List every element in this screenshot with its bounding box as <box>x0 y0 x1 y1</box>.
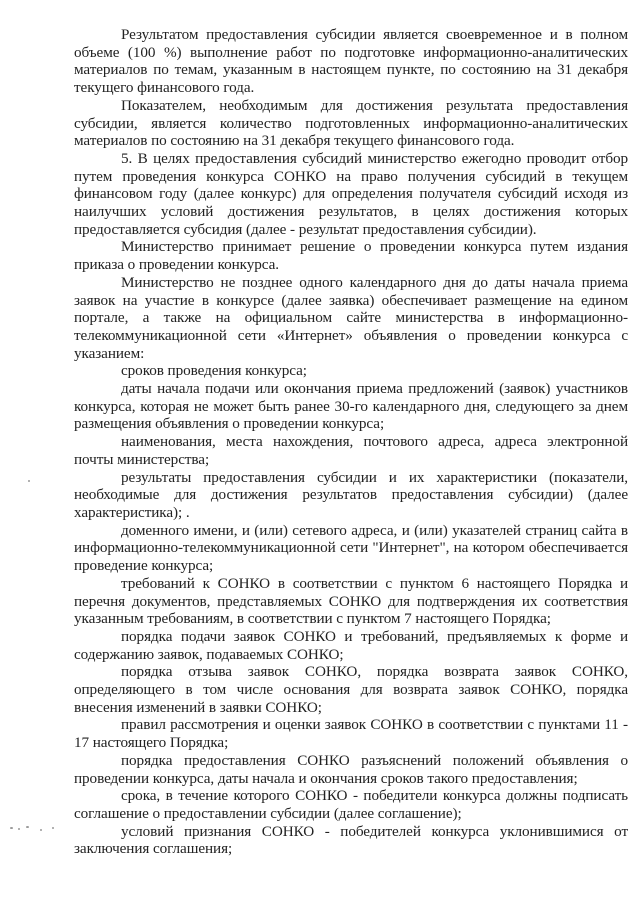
list-item: порядка отзыва заявок СОНКО, порядка возврата заявок СОНКО, определяющего в том числе основания для возврата заявок СОНКО, порядка внесения изменений в заявки СОНКО; <box>74 663 628 716</box>
scan-speck <box>40 829 42 831</box>
list-item: результаты предоставления субсидии и их характеристики (показатели, необходимые для достижения результатов предоставления субсидии) (далее характеристика); . <box>74 468 628 521</box>
scan-speck <box>10 827 13 829</box>
paragraph: Министерство принимает решение о проведении конкурса путем издания приказа о проведении конкурса. <box>74 238 628 274</box>
paragraph: 5. В целях предоставления субсидий министерство ежегодно проводит отбор путем проведения конкурса СОНКО на право получения субсидий в текущем финансовом году (далее конкурс) для определения получателя субсидий исходя из наилучших условий достижения результатов, в целях достижения которых предоставляется субсидия (далее - результат предоставления субсидии). <box>74 149 628 238</box>
paragraph: Показателем, необходимым для достижения результата предоставления субсидии, является количество подготовленных информационно-аналитических материалов по состоянию на 31 декабря текущего финансового года. <box>74 96 628 150</box>
list-item: срока, в течение которого СОНКО - победители конкурса должны подписать соглашение о предоставлении субсидии (далее соглашение); <box>74 787 628 822</box>
paragraph: Министерство не позднее одного календарного дня до даты начала приема заявок на участие в конкурсе (далее заявка) обеспечивает размещение на едином портале, а также на официальном сайте министерства в информационно-телекоммуникационной сети «Интернет» объявления о проведении конкурса с указанием: <box>74 273 628 362</box>
scan-speck <box>18 828 20 830</box>
document-body <box>74 26 628 858</box>
list-item: требований к СОНКО в соответствии с пунктом 6 настоящего Порядка и перечня документов, представляемых СОНКО для подтверждения их соответствия указанным требованиям, в соответствии с пунктом 7 настоящего Порядка; <box>74 574 628 628</box>
list-item: условий признания СОНКО - победителей конкурса уклонившимися от заключения соглашения; <box>74 822 628 858</box>
list-item: сроков проведения конкурса; <box>121 362 307 380</box>
list-item: доменного имени, и (или) сетевого адреса, и (или) указателей страниц сайта в информационно-телекоммуникационной сети "Интернет", на котором обеспечивается проведение конкурса; <box>74 521 628 575</box>
list-item: наименования, места нахождения, почтового адреса, адреса электронной почты министерства; <box>74 433 628 468</box>
list-item: порядка предоставления СОНКО разъяснений положений объявления о проведении конкурса, даты начала и окончания сроков такого предоставления; <box>74 751 628 787</box>
list-item: порядка подачи заявок СОНКО и требований, предъявляемых к форме и содержанию заявок, подаваемых СОНКО; <box>74 627 628 663</box>
scan-speck <box>26 826 29 828</box>
scan-speck <box>28 480 30 482</box>
paragraph: Результатом предоставления субсидии является своевременное и в полном объеме (100 %) выполнение работ по подготовке информационно-аналитических материалов по темам, указанным в настоящем пункте, по состоянию на 31 декабря текущего финансового года. <box>74 26 628 97</box>
list-item: правил рассмотрения и оценки заявок СОНКО в соответствии с пунктами 11 - 17 настоящего Порядка; <box>74 716 628 752</box>
list-item: даты начала подачи или окончания приема предложений (заявок) участников конкурса, которая не может быть ранее 30-го календарного дня, следующего за днем размещения объявления о проведении конкурса; <box>74 380 628 433</box>
scan-speck <box>52 827 54 829</box>
